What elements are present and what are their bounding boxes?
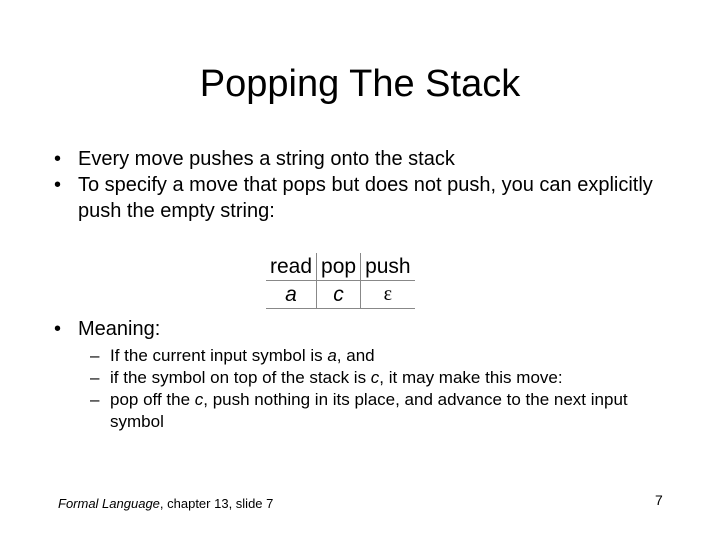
dash-icon: – (90, 346, 100, 365)
sub-text-after: , it may make this move: (379, 368, 563, 387)
bullet-list (54, 146, 674, 224)
footer-text: , chapter 13, slide 7 (159, 496, 274, 511)
bullet-text: Every move pushes a string onto the stack (78, 148, 455, 170)
sub-text-before: If the current input symbol is (110, 346, 328, 365)
cell-pop: c (317, 281, 361, 309)
sub-text-var: a (327, 346, 337, 365)
header-read: read (266, 253, 317, 281)
cell-read: a (266, 281, 317, 309)
sub-bullet-list (90, 345, 670, 433)
sub-bullet-item (90, 345, 670, 367)
move-table (266, 253, 415, 309)
slide-title: Popping The Stack (199, 63, 521, 105)
bullet-icon: • (54, 174, 62, 196)
sub-text-after: , push nothing in its place, and advance to the next input symbol (110, 390, 628, 431)
sub-text-before: if the symbol on top of the stack is (110, 368, 371, 387)
bullet-icon: • (54, 318, 62, 340)
sub-text-var: c (194, 390, 204, 409)
bullet-icon: • (54, 148, 62, 170)
sub-text-after: , and (336, 346, 375, 365)
dash-icon: – (90, 390, 100, 409)
cell-push: ε (361, 281, 415, 309)
header-pop: pop (317, 253, 361, 281)
bullet-item (54, 146, 674, 172)
table-header-row (266, 253, 415, 281)
bullet-item (54, 172, 674, 224)
bullet-meaning (54, 316, 160, 342)
meaning-label: Meaning: (78, 318, 161, 340)
sub-bullet-item (90, 367, 670, 389)
header-push: push (361, 253, 415, 281)
sub-text-var: c (370, 368, 380, 387)
slide-footer (58, 496, 273, 512)
table-row (266, 281, 415, 309)
sub-bullet-item (90, 389, 670, 433)
sub-text-before: pop off the (110, 390, 195, 409)
bullet-text: To specify a move that pops but does not push, you can explicitly push the empty string: (78, 174, 653, 222)
page-number: 7 (655, 492, 663, 508)
footer-book-title: Formal Language (58, 496, 160, 511)
dash-icon: – (90, 368, 100, 387)
